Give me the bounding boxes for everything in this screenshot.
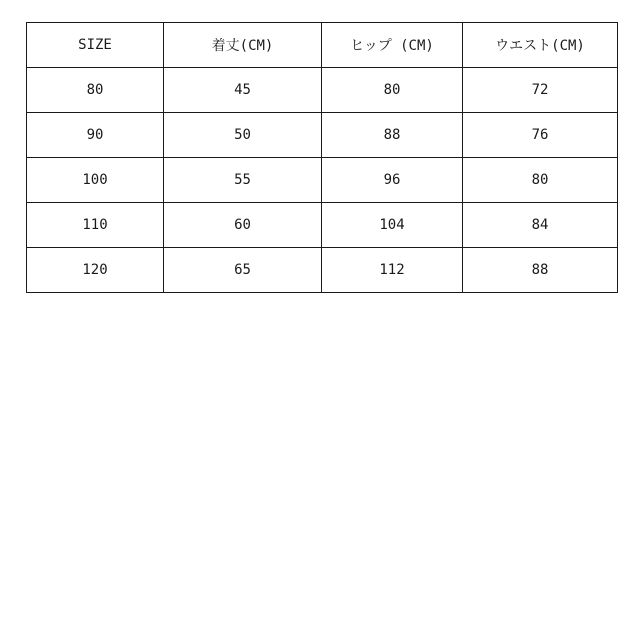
header-waist: ウエスト(CM) [463, 23, 618, 68]
cell-hip: 104 [322, 203, 463, 248]
cell-length: 45 [164, 68, 322, 113]
cell-length: 65 [164, 248, 322, 293]
cell-size: 100 [27, 158, 164, 203]
cell-waist: 80 [463, 158, 618, 203]
cell-waist: 88 [463, 248, 618, 293]
cell-size: 110 [27, 203, 164, 248]
cell-length: 50 [164, 113, 322, 158]
header-hip: ヒップ (CM) [322, 23, 463, 68]
table-header-row [27, 23, 618, 68]
cell-hip: 112 [322, 248, 463, 293]
header-size: SIZE [27, 23, 164, 68]
cell-hip: 96 [322, 158, 463, 203]
cell-waist: 84 [463, 203, 618, 248]
cell-length: 60 [164, 203, 322, 248]
cell-hip: 80 [322, 68, 463, 113]
table-row [27, 203, 618, 248]
table-row [27, 158, 618, 203]
table-row [27, 113, 618, 158]
cell-hip: 88 [322, 113, 463, 158]
cell-size: 80 [27, 68, 164, 113]
header-length: 着丈(CM) [164, 23, 322, 68]
cell-size: 90 [27, 113, 164, 158]
cell-size: 120 [27, 248, 164, 293]
size-chart-table [26, 22, 618, 293]
cell-length: 55 [164, 158, 322, 203]
table-row [27, 248, 618, 293]
cell-waist: 72 [463, 68, 618, 113]
table-row [27, 68, 618, 113]
cell-waist: 76 [463, 113, 618, 158]
